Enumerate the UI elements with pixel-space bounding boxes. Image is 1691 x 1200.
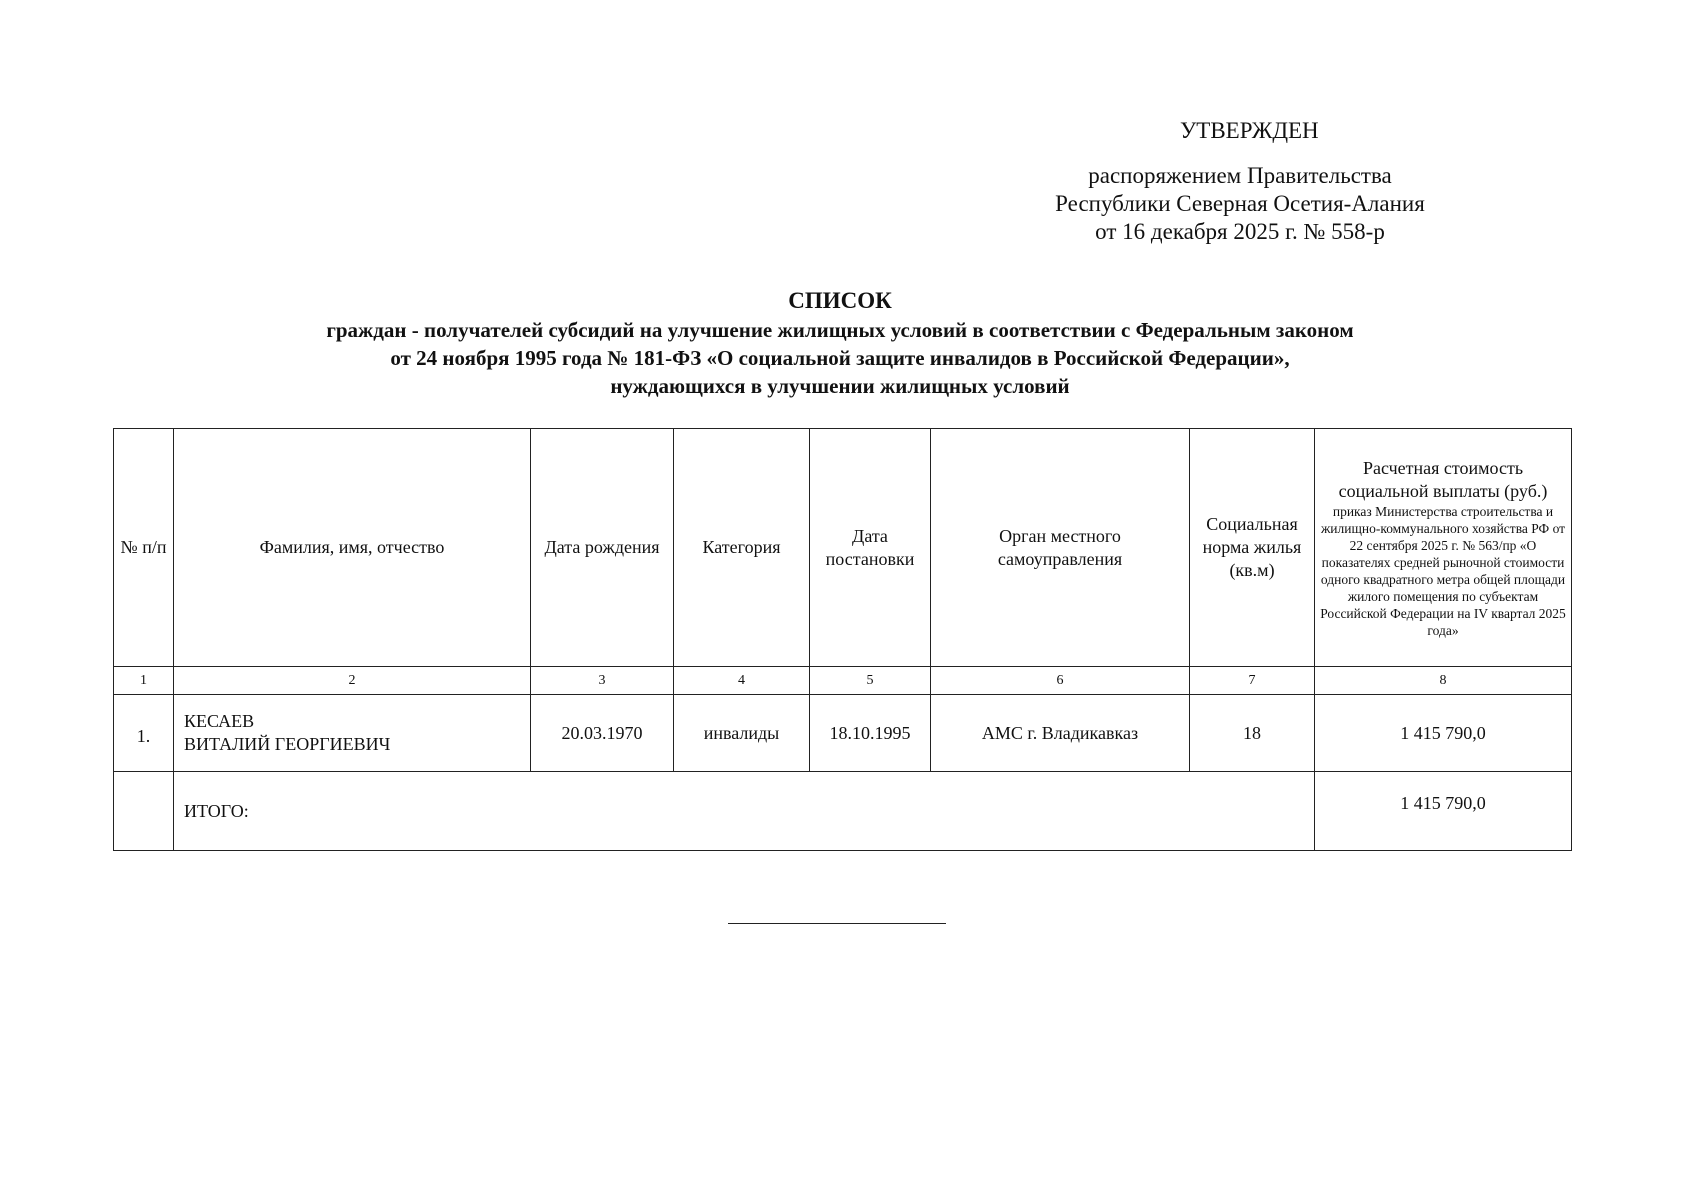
header-authority: Орган местного самоуправления xyxy=(931,429,1190,667)
document-subtitle-line: нуждающихся в улучшении жилищных условий xyxy=(610,374,1070,398)
approval-title: УТВЕРЖДЕН xyxy=(1180,118,1319,143)
full-name-cell xyxy=(174,695,531,772)
column-number-row xyxy=(114,667,1572,695)
social-norm-cell: 18 xyxy=(1190,695,1315,772)
table-row xyxy=(114,695,1572,772)
header-birth-date: Дата рождения xyxy=(531,429,674,667)
document-title: СПИСОК xyxy=(788,288,892,313)
header-registration-date: Дата постановки xyxy=(810,429,931,667)
header-category: Категория xyxy=(674,429,810,667)
column-number: 5 xyxy=(810,667,931,695)
recipients-table xyxy=(113,428,1572,851)
document-subtitle-line: от 24 ноября 1995 года № 181-ФЗ «О социальной защите инвалидов в Российской Федерации», xyxy=(390,346,1290,370)
document-heading xyxy=(140,286,1540,400)
header-cost-note: приказ Министерства строительства и жилищно-коммунального хозяйства РФ от 22 сентября 2025 г. № 563/пр «О показателях средней рыночной стоимости одного квадратного метра общей площади жилого помещения по субъектам Российской Федерации на IV квартал 2025 года» xyxy=(1320,503,1566,638)
birth-date-cell: 20.03.1970 xyxy=(531,695,674,772)
authority-cell: АМС г. Владикавказ xyxy=(931,695,1190,772)
surname: КЕСАЕВ xyxy=(184,711,255,731)
approval-line: от 16 декабря 2025 г. № 558-р xyxy=(1095,219,1385,244)
header-name: Фамилия, имя, отчество xyxy=(174,429,531,667)
total-value: 1 415 790,0 xyxy=(1315,772,1572,851)
table-header-row xyxy=(114,429,1572,667)
header-cost-main: Расчетная стоимость социальной выплаты (руб.) xyxy=(1338,457,1548,501)
total-empty-cell xyxy=(114,772,174,851)
closing-divider xyxy=(728,923,946,924)
total-label: ИТОГО: xyxy=(174,772,1315,851)
total-row xyxy=(114,772,1572,851)
column-number: 8 xyxy=(1315,667,1572,695)
cost-cell: 1 415 790,0 xyxy=(1315,695,1572,772)
document-subtitle-line: граждан - получателей субсидий на улучшение жилищных условий в соответствии с Федеральным законом xyxy=(326,318,1354,342)
column-number: 1 xyxy=(114,667,174,695)
header-num: № п/п xyxy=(114,429,174,667)
column-number: 2 xyxy=(174,667,531,695)
row-number: 1. xyxy=(114,695,174,772)
approval-lines xyxy=(1000,162,1480,246)
registration-date-cell: 18.10.1995 xyxy=(810,695,931,772)
column-number: 7 xyxy=(1190,667,1315,695)
approval-line: распоряжением Правительства xyxy=(1088,163,1392,188)
approval-line: Республики Северная Осетия-Алания xyxy=(1055,191,1425,216)
header-social-norm: Социальная норма жилья (кв.м) xyxy=(1190,429,1315,667)
column-number: 6 xyxy=(931,667,1190,695)
category-cell: инвалиды xyxy=(674,695,810,772)
given-names: ВИТАЛИЙ ГЕОРГИЕВИЧ xyxy=(184,734,391,754)
column-number: 4 xyxy=(674,667,810,695)
column-number: 3 xyxy=(531,667,674,695)
header-cost xyxy=(1315,429,1572,667)
